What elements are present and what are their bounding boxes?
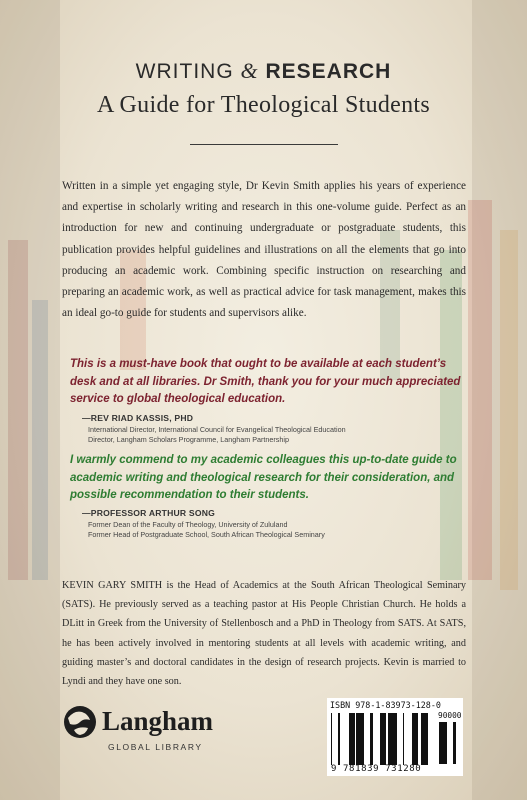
- barcode-bar: [416, 713, 418, 765]
- barcode-bar: [388, 713, 391, 765]
- endorser-name-2: —PROFESSOR ARTHUR SONG: [82, 508, 215, 518]
- publisher-name: Langham: [102, 706, 214, 736]
- book-title: [0, 58, 527, 84]
- endorser-title-2a: Former Dean of the Faculty of Theology, University of Zululand: [88, 520, 288, 529]
- title-ampersand: &: [240, 58, 259, 83]
- langham-globe-icon: [62, 704, 98, 740]
- barcode-bar: [382, 713, 385, 765]
- endorser-title-2b: Former Head of Postgraduate School, South African Theological Seminary: [88, 530, 325, 539]
- barcode-bar: [349, 713, 350, 765]
- background-book: [500, 230, 518, 590]
- barcode-bar: [358, 713, 361, 765]
- title-writing: WRITING: [135, 60, 234, 83]
- barcode-addon-number: 90000: [438, 711, 462, 720]
- barcode-bar: [424, 713, 427, 765]
- barcode-bar: [439, 722, 441, 764]
- barcode-bar: [350, 713, 352, 765]
- author-bio: KEVIN GARY SMITH is the Head of Academics at the South African Theological Seminary (SATS). He previously served as a teaching pastor at His People Christian Church. He holds a DLitt in Greek from the University of Stellenbosch and a PhD in Theology from SATS. At SATS, he has been actively involved in mentoring students at all levels with academic writing, and guiding master’s and doctoral candidates in the design of research projects. Kevin is married to Lyndi and they have one son.: [62, 580, 466, 688]
- barcode-bar: [453, 722, 456, 764]
- barcode-bar: [412, 713, 415, 765]
- barcode-bar: [415, 713, 416, 765]
- publisher-tagline: GLOBAL LIBRARY: [108, 742, 203, 752]
- barcode-bar: [394, 713, 397, 765]
- endorser-title-1a: International Director, International Council for Evangelical Theological Education: [88, 425, 346, 434]
- barcode-bar: [444, 722, 445, 764]
- endorser-name-1: —REV RIAD KASSIS, PHD: [82, 413, 194, 423]
- barcode-bar: [391, 713, 392, 765]
- barcode-bar: [356, 713, 358, 765]
- barcode-addon: [438, 722, 462, 772]
- barcode-number: 9 781839 731280: [331, 764, 422, 774]
- barcode-bar: [445, 722, 447, 764]
- book-description: Written in a simple yet engaging style, Dr Kevin Smith applies his years of experience and expertise in scholarly writing and research in this one-volume guide. Perfect as an introduction for new and continuing undergraduate or postgraduate students, this publication provides helpful guidelines and illustrations on all the elements that go into producing an academic work. Combining specific instruction on researching and preparing an academic work, as well as practical advice for task management, makes this an ideal go-to guide for students and supervisors alike.: [62, 180, 466, 320]
- endorsement-quote-2: I warmly commend to my academic colleagues this up-to-date guide to academic writing and theological research for their consideration, and possible recommendation to their students.: [70, 454, 457, 501]
- endorser-title-1b: Director, Langham Scholars Programme, Langham Partnership: [88, 435, 289, 444]
- barcode-bar: [370, 713, 373, 765]
- barcode-bar: [352, 713, 355, 765]
- barcode-bar: [380, 713, 382, 765]
- background-book: [8, 240, 28, 580]
- barcode-bar: [427, 713, 428, 765]
- isbn-label: ISBN 978-1-83973-128-0: [330, 700, 441, 710]
- barcode: [331, 713, 435, 765]
- barcode-bar: [331, 713, 332, 765]
- background-book: [32, 300, 48, 580]
- title-research: RESEARCH: [265, 60, 392, 83]
- barcode-bar: [392, 713, 394, 765]
- endorsement-quote-1: This is a must-have book that ought to be available at each student’s desk and at all libraries. Dr Smith, thank you for your much appreciated service to global theological education.: [70, 358, 461, 405]
- background-book: [468, 200, 492, 580]
- barcode-bar: [421, 713, 422, 765]
- title-divider: [190, 144, 338, 145]
- barcode-bar: [362, 713, 364, 765]
- barcode-bar: [403, 713, 404, 765]
- barcode-bar: [422, 713, 424, 765]
- book-subtitle: A Guide for Theological Students: [96, 92, 431, 118]
- barcode-bar: [441, 722, 444, 764]
- barcode-bar: [385, 713, 386, 765]
- barcode-bar: [338, 713, 340, 765]
- barcode-bar: [361, 713, 362, 765]
